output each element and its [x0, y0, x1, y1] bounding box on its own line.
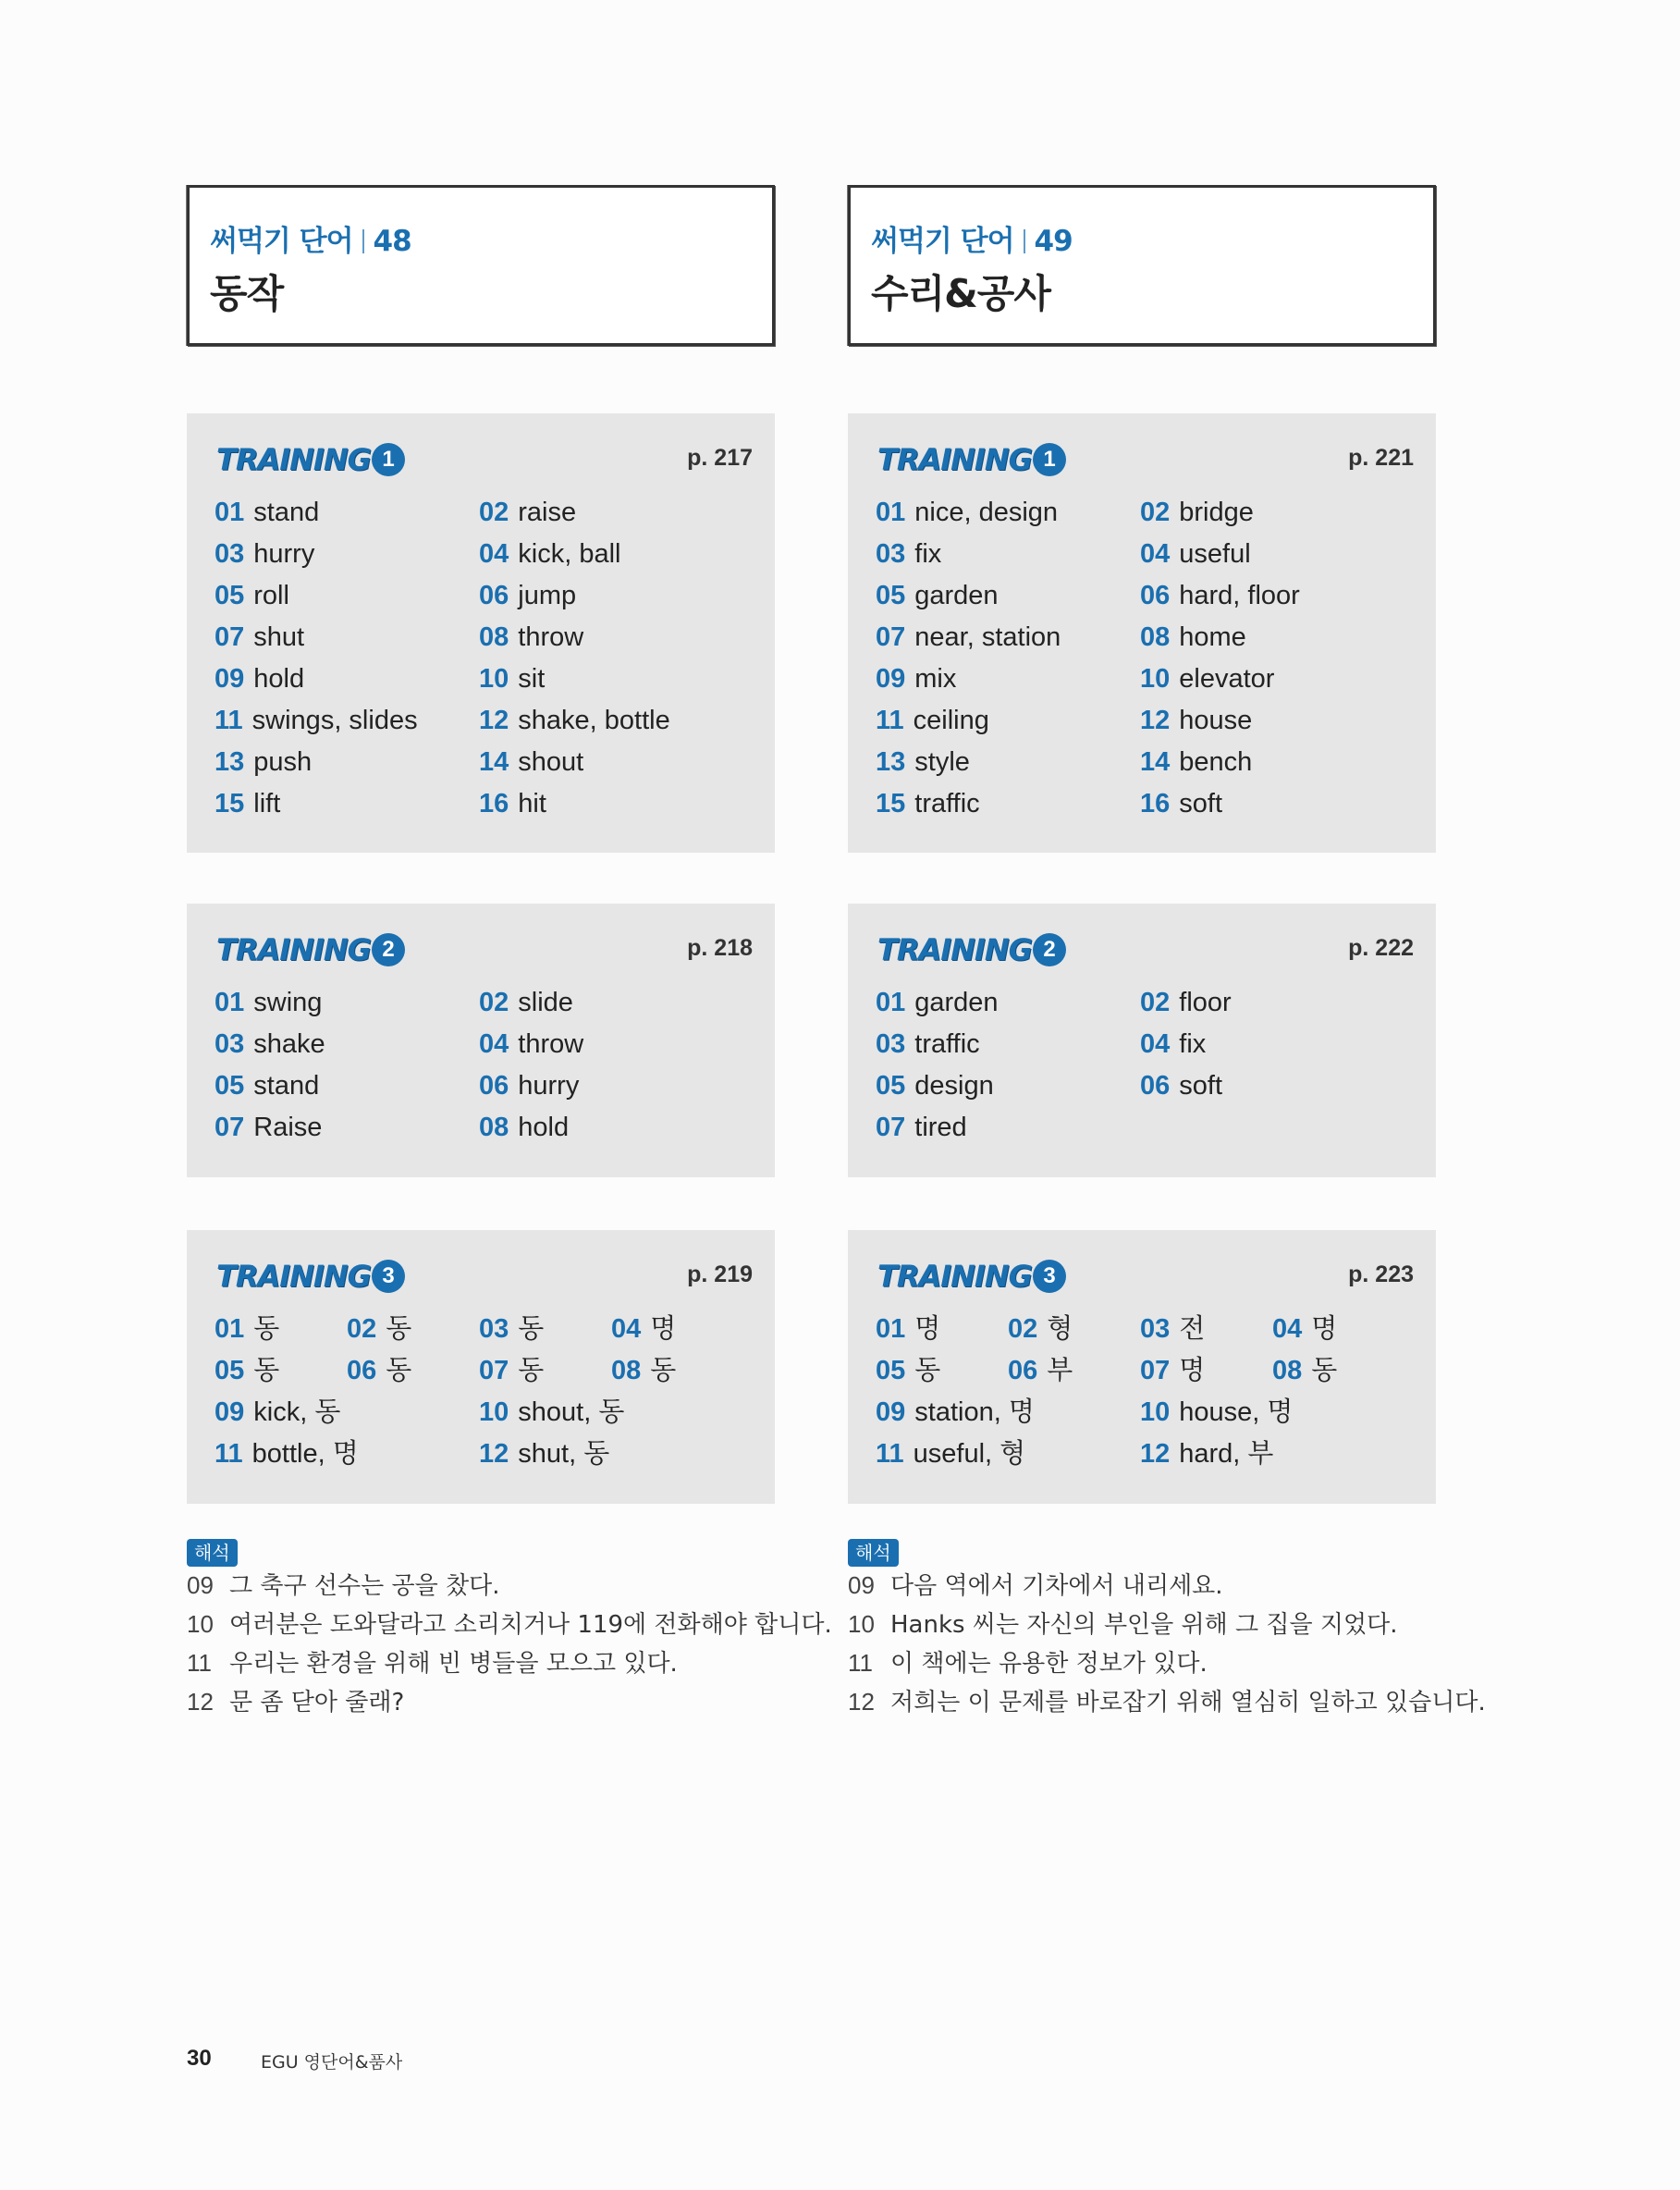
answer-item: [876, 1355, 940, 1386]
answer-number: 08: [479, 622, 509, 652]
translation-text: 여러분은 도와달라고 소리치거나 119에 전화해야 합니다.: [229, 1611, 832, 1639]
translation-line: [187, 1648, 678, 1679]
answer-text: hurry: [518, 1071, 580, 1101]
training-1-panel: [848, 413, 1436, 853]
answer-text: sit: [518, 664, 546, 694]
answer-text: 명: [914, 1314, 941, 1344]
answer-item: [215, 1070, 319, 1101]
translation-text: 다음 역에서 기차에서 내리세요.: [890, 1572, 1223, 1600]
training-1-panel: [187, 413, 775, 853]
translation-number: 09: [848, 1571, 875, 1599]
translation-number: 10: [848, 1610, 875, 1638]
answer-text: throw: [518, 622, 584, 652]
answer-number: 07: [1140, 1356, 1171, 1385]
answer-text: shake, bottle: [518, 706, 670, 735]
answer-item: [215, 1355, 279, 1386]
answer-number: 02: [1140, 988, 1171, 1017]
answer-text: shut, 동: [518, 1439, 610, 1469]
answer-text: swing: [253, 988, 323, 1017]
training-header: [215, 931, 751, 968]
answer-item: [1140, 580, 1300, 611]
answer-number: 07: [876, 622, 906, 652]
answer-item: [479, 580, 576, 611]
answer-number: 08: [479, 1113, 509, 1142]
answer-item: [215, 746, 312, 778]
training-number-badge: 1: [372, 443, 405, 476]
translation-number: 11: [848, 1649, 873, 1677]
answer-item: [215, 663, 304, 695]
translation-line: [848, 1687, 1486, 1717]
answer-item: [215, 788, 280, 819]
answer-item: [479, 1438, 609, 1470]
answer-number: 15: [215, 789, 245, 818]
answer-item: [876, 538, 941, 570]
answer-item: [1140, 1438, 1273, 1470]
answer-number: 02: [347, 1314, 377, 1344]
answer-text: kick, ball: [518, 539, 621, 569]
answer-item: [215, 538, 314, 570]
answer-item: [1140, 1070, 1222, 1101]
answer-text: fix: [914, 539, 942, 569]
answer-item: [1140, 497, 1254, 528]
answer-number: 15: [876, 789, 906, 818]
answer-item: [1272, 1313, 1337, 1345]
translation-text: 우리는 환경을 위해 빈 병들을 모으고 있다.: [229, 1650, 678, 1678]
unit-label: 써먹기 단어 48: [210, 225, 411, 258]
translation-line: [848, 1570, 1223, 1601]
answer-number: 06: [347, 1356, 377, 1385]
answer-item: [215, 1112, 322, 1143]
answer-text: lift: [253, 789, 281, 818]
answer-text: 동: [914, 1356, 941, 1385]
answer-number: 03: [215, 1029, 245, 1059]
answer-number: 06: [479, 581, 509, 610]
answer-item: [1140, 788, 1222, 819]
answer-item: [876, 987, 999, 1018]
answer-text: house, 명: [1179, 1397, 1294, 1427]
training-logo: TRAINING: [216, 932, 371, 967]
training-3-panel: [187, 1230, 775, 1504]
answer-item: [876, 1028, 980, 1060]
translation-number: 12: [848, 1688, 875, 1716]
answer-item: [876, 705, 989, 736]
answer-text: stand: [253, 498, 320, 527]
translation-line: [848, 1648, 1208, 1679]
answer-number: 02: [1140, 498, 1171, 527]
answer-text: hold: [253, 664, 305, 694]
translation-text: 문 좀 닫아 줄래?: [229, 1689, 405, 1716]
answer-item: [215, 1028, 325, 1060]
answer-number: 01: [215, 498, 245, 527]
answer-number: 09: [215, 664, 245, 694]
answer-text: house: [1179, 706, 1253, 735]
answer-number: 05: [215, 1071, 245, 1101]
answer-number: 02: [479, 988, 509, 1017]
answer-item: [347, 1355, 411, 1386]
answer-text: 동: [518, 1356, 545, 1385]
answer-number: 07: [876, 1113, 906, 1142]
page-reference: p. 218: [687, 935, 753, 961]
training-2-panel: [187, 904, 775, 1177]
answer-text: garden: [914, 988, 999, 1017]
answer-number: 01: [876, 498, 906, 527]
answer-item: [479, 746, 583, 778]
answer-text: push: [253, 747, 313, 777]
answer-number: 13: [876, 747, 906, 777]
answer-item: [479, 788, 546, 819]
training-logo: TRAINING: [877, 1259, 1032, 1294]
translation-text: 그 축구 선수는 공을 찼다.: [229, 1572, 500, 1600]
answer-text: 동: [518, 1314, 545, 1344]
answer-number: 16: [479, 789, 509, 818]
answer-text: near, station: [914, 622, 1061, 652]
answer-text: Raise: [253, 1113, 323, 1142]
training-logo: TRAINING: [877, 442, 1032, 477]
answer-item: [611, 1355, 676, 1386]
answer-item: [1272, 1355, 1337, 1386]
answer-text: 명: [1179, 1356, 1206, 1385]
page-reference: p. 223: [1348, 1261, 1414, 1287]
translation-number: 09: [187, 1571, 214, 1599]
answer-item: [479, 1028, 583, 1060]
unit-title: 수리&공사: [871, 271, 1050, 316]
answer-item: [479, 497, 576, 528]
answer-item: [479, 1112, 569, 1143]
answer-number: 06: [1140, 1071, 1171, 1101]
answer-text: traffic: [914, 789, 980, 818]
answer-item: [1140, 1028, 1206, 1060]
answer-item: [215, 1438, 359, 1470]
unit-label: 써먹기 단어 49: [871, 225, 1073, 258]
training-header: [215, 441, 751, 478]
answer-text: raise: [518, 498, 577, 527]
answer-number: 04: [1140, 539, 1171, 569]
answer-item: [479, 1396, 624, 1428]
answer-number: 10: [479, 664, 509, 694]
answer-number: 04: [479, 539, 509, 569]
answer-item: [479, 621, 583, 653]
training-header: [876, 931, 1412, 968]
answer-text: nice, design: [914, 498, 1059, 527]
answer-item: [876, 1313, 940, 1345]
answer-item: [347, 1313, 411, 1345]
answer-text: 형: [1047, 1314, 1073, 1344]
answer-text: kick, 동: [253, 1397, 341, 1427]
answer-text: shout, 동: [518, 1397, 625, 1427]
answer-item: [1140, 987, 1232, 1018]
answer-text: soft: [1179, 1071, 1223, 1101]
answer-item: [215, 705, 418, 736]
translation-badge: 해석: [187, 1539, 238, 1567]
page-reference: p. 221: [1348, 445, 1414, 471]
answer-text: throw: [518, 1029, 584, 1059]
answer-item: [1140, 663, 1274, 695]
answer-number: 04: [479, 1029, 509, 1059]
answer-item: [479, 705, 670, 736]
translation-line: [187, 1687, 404, 1717]
answer-text: stand: [253, 1071, 320, 1101]
answer-text: 동: [386, 1314, 412, 1344]
answer-text: useful, 형: [913, 1439, 1026, 1469]
page-reference: p. 217: [687, 445, 753, 471]
answer-number: 08: [611, 1356, 642, 1385]
answer-number: 03: [876, 539, 906, 569]
answer-item: [876, 621, 1061, 653]
answer-item: [1140, 746, 1252, 778]
translation-line: [187, 1570, 499, 1601]
page-reference: p. 222: [1348, 935, 1414, 961]
answer-number: 14: [1140, 747, 1171, 777]
answer-text: style: [914, 747, 970, 777]
answer-number: 01: [876, 1314, 906, 1344]
answer-item: [479, 987, 573, 1018]
answer-text: 부: [1047, 1356, 1073, 1385]
answer-number: 07: [215, 622, 245, 652]
answer-text: 명: [650, 1314, 677, 1344]
answer-item: [215, 621, 304, 653]
answer-text: slide: [518, 988, 573, 1017]
answer-number: 14: [479, 747, 509, 777]
training-number-badge: 3: [1033, 1260, 1066, 1293]
training-2-panel: [848, 904, 1436, 1177]
answer-text: 동: [253, 1356, 280, 1385]
answer-text: fix: [1179, 1029, 1207, 1059]
answer-text: jump: [518, 581, 577, 610]
answer-number: 04: [611, 1314, 642, 1344]
answer-text: garden: [914, 581, 999, 610]
answer-number: 05: [215, 1356, 245, 1385]
answer-item: [479, 538, 620, 570]
answer-number: 09: [215, 1397, 245, 1427]
answer-text: 동: [386, 1356, 412, 1385]
answer-item: [215, 580, 289, 611]
translation-text: 이 책에는 유용한 정보가 있다.: [890, 1650, 1208, 1678]
training-3-panel: [848, 1230, 1436, 1504]
answer-number: 06: [1008, 1356, 1038, 1385]
answer-number: 04: [1140, 1029, 1171, 1059]
answer-item: [479, 1313, 544, 1345]
answer-text: hold: [518, 1113, 570, 1142]
answer-text: 동: [1311, 1356, 1338, 1385]
answer-item: [215, 497, 319, 528]
answer-number: 05: [876, 581, 906, 610]
answer-text: elevator: [1179, 664, 1275, 694]
answer-text: shout: [518, 747, 584, 777]
answer-number: 12: [1140, 706, 1171, 735]
answer-number: 12: [1140, 1439, 1171, 1469]
unit-header-48: [187, 185, 775, 346]
answer-item: [876, 1396, 1035, 1428]
answer-item: [1008, 1355, 1073, 1386]
answer-number: 05: [215, 581, 245, 610]
answer-number: 08: [1272, 1356, 1303, 1385]
answer-number: 01: [215, 988, 245, 1017]
training-number-badge: 2: [1033, 933, 1066, 966]
answer-number: 02: [1008, 1314, 1038, 1344]
answer-item: [1140, 538, 1251, 570]
translation-number: 12: [187, 1688, 214, 1716]
answer-number: 01: [876, 988, 906, 1017]
answer-number: 08: [1140, 622, 1171, 652]
training-logo: TRAINING: [216, 442, 371, 477]
answer-item: [215, 987, 322, 1018]
answer-number: 09: [876, 1397, 906, 1427]
answer-item: [1140, 705, 1252, 736]
answer-item: [876, 663, 956, 695]
answer-text: useful: [1179, 539, 1251, 569]
answer-text: roll: [253, 581, 289, 610]
answer-text: traffic: [914, 1029, 980, 1059]
training-header: [215, 1258, 751, 1295]
answer-number: 16: [1140, 789, 1171, 818]
answer-item: [876, 1070, 994, 1101]
translation-number: 11: [187, 1649, 212, 1677]
answer-number: 03: [1140, 1314, 1171, 1344]
translation-text: 저희는 이 문제를 바로잡기 위해 열심히 일하고 있습니다.: [890, 1689, 1486, 1716]
answer-item: [479, 663, 545, 695]
answer-number: 03: [876, 1029, 906, 1059]
answer-item: [1140, 621, 1246, 653]
training-header: [876, 1258, 1412, 1295]
answer-number: 01: [215, 1314, 245, 1344]
answer-text: soft: [1179, 789, 1223, 818]
answer-text: swings, slides: [251, 706, 418, 735]
answer-number: 11: [876, 1439, 904, 1469]
answer-text: home: [1179, 622, 1246, 652]
answer-number: 11: [215, 1439, 243, 1469]
unit-title: 동작: [210, 271, 284, 316]
answer-text: bench: [1179, 747, 1253, 777]
answer-text: hurry: [253, 539, 315, 569]
answer-item: [1140, 1313, 1205, 1345]
answer-text: shut: [253, 622, 305, 652]
training-header: [876, 441, 1412, 478]
answer-number: 06: [479, 1071, 509, 1101]
answer-number: 05: [876, 1071, 906, 1101]
answer-number: 12: [479, 1439, 509, 1469]
answer-item: [876, 580, 999, 611]
answer-text: design: [914, 1071, 994, 1101]
answer-number: 09: [876, 664, 906, 694]
answer-number: 05: [876, 1356, 906, 1385]
book-title: EGU 영단어&품사: [261, 2052, 403, 2073]
answer-item: [479, 1070, 579, 1101]
answer-text: 동: [650, 1356, 677, 1385]
answer-number: 07: [215, 1113, 245, 1142]
answer-item: [876, 1438, 1025, 1470]
training-number-badge: 3: [372, 1260, 405, 1293]
answer-number: 04: [1272, 1314, 1303, 1344]
answer-item: [215, 1313, 279, 1345]
answer-item: [876, 1112, 967, 1143]
translation-line: [848, 1609, 1398, 1640]
answer-item: [215, 1396, 340, 1428]
answer-text: hard, floor: [1179, 581, 1300, 610]
page-reference: p. 219: [687, 1261, 753, 1287]
answer-text: floor: [1179, 988, 1232, 1017]
training-logo: TRAINING: [216, 1259, 371, 1294]
answer-text: mix: [914, 664, 957, 694]
answer-number: 11: [215, 706, 243, 735]
answer-number: 07: [479, 1356, 509, 1385]
page-number: 30: [187, 2046, 212, 2071]
answer-number: 13: [215, 747, 245, 777]
answer-number: 03: [479, 1314, 509, 1344]
answer-text: hard, 부: [1179, 1439, 1274, 1469]
answer-item: [1008, 1313, 1073, 1345]
answer-number: 12: [479, 706, 509, 735]
translation-text: Hanks 씨는 자신의 부인을 위해 그 집을 지었다.: [890, 1611, 1398, 1639]
answer-text: 명: [1311, 1314, 1338, 1344]
answer-text: bridge: [1179, 498, 1254, 527]
translation-badge: 해석: [848, 1539, 899, 1567]
answer-number: 03: [215, 539, 245, 569]
answer-number: 02: [479, 498, 509, 527]
answer-item: [876, 746, 970, 778]
answer-text: tired: [914, 1113, 967, 1142]
answer-text: 전: [1179, 1314, 1206, 1344]
training-number-badge: 2: [372, 933, 405, 966]
answer-item: [876, 788, 980, 819]
answer-item: [1140, 1355, 1205, 1386]
training-number-badge: 1: [1033, 443, 1066, 476]
answer-item: [876, 497, 1058, 528]
answer-number: 06: [1140, 581, 1171, 610]
answer-text: station, 명: [914, 1397, 1035, 1427]
answer-item: [479, 1355, 544, 1386]
answer-text: ceiling: [913, 706, 989, 735]
translation-number: 10: [187, 1610, 214, 1638]
answer-text: hit: [518, 789, 546, 818]
answer-text: shake: [253, 1029, 325, 1059]
answer-number: 10: [479, 1397, 509, 1427]
training-logo: TRAINING: [877, 932, 1032, 967]
answer-number: 10: [1140, 664, 1171, 694]
answer-text: 동: [253, 1314, 280, 1344]
answer-number: 11: [876, 706, 904, 735]
translation-line: [187, 1609, 832, 1640]
unit-header-49: [848, 185, 1436, 346]
answer-number: 10: [1140, 1397, 1171, 1427]
answer-item: [611, 1313, 676, 1345]
answer-item: [1140, 1396, 1293, 1428]
answer-text: bottle, 명: [251, 1439, 359, 1469]
